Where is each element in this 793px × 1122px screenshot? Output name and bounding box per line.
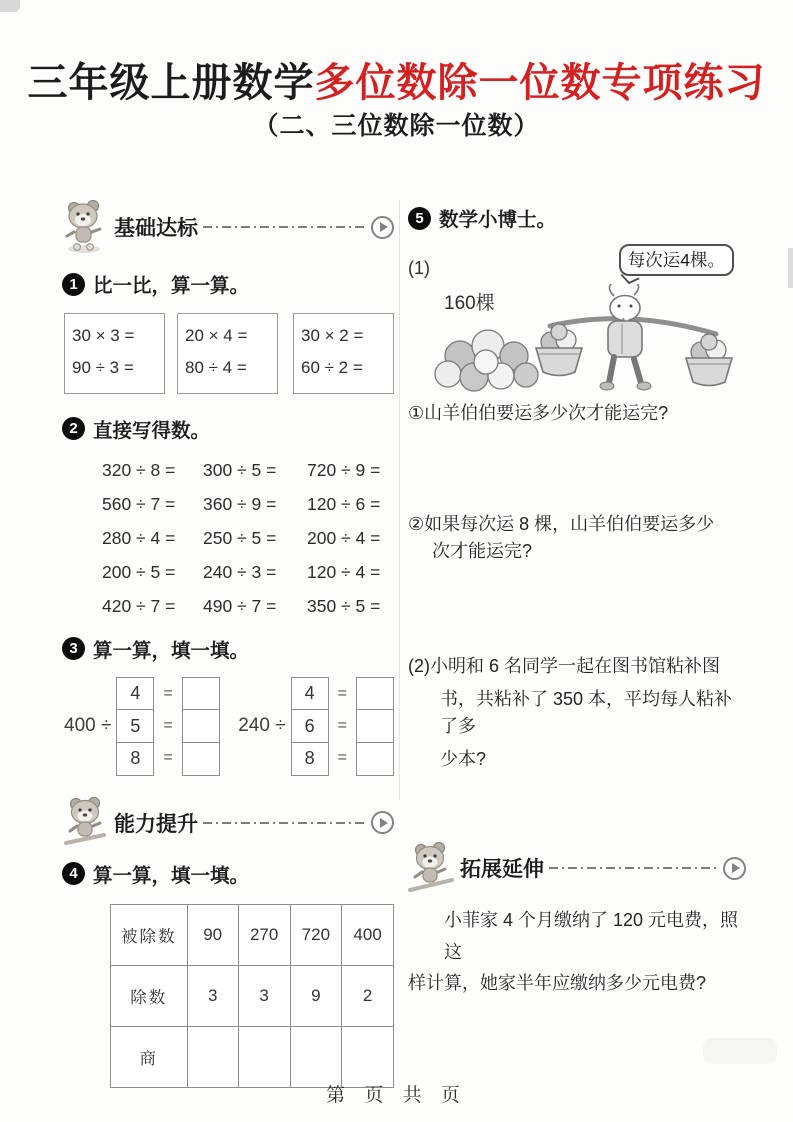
- page-footer: 第 页 共 页: [326, 1085, 467, 1106]
- divisor-column: [116, 677, 154, 776]
- divisor-cell: 4: [116, 677, 154, 711]
- exercise-4-number: 4: [62, 862, 85, 885]
- equals-column: [329, 678, 356, 774]
- section-ability-label: 能力提升: [114, 812, 198, 836]
- left-column: [62, 196, 394, 1088]
- problem: 200 ÷ 4 =: [307, 527, 381, 548]
- problem: 20 × 4 =: [185, 326, 248, 345]
- answer-column: [182, 677, 220, 776]
- exercise-2-number: 2: [62, 417, 85, 440]
- row-header: 除数: [111, 965, 188, 1026]
- dividend-label: 240 ÷: [238, 715, 286, 737]
- problem: 320 ÷ 8 =: [102, 459, 176, 480]
- answer-cell: [290, 1026, 342, 1087]
- table-row: [111, 904, 394, 965]
- part-2-line1: (2)小明和 6 名同学一起在图书馆粘补图: [408, 656, 721, 676]
- table-cell: 720: [290, 904, 342, 965]
- problem: 720 ÷ 9 =: [307, 459, 381, 480]
- divisor-cell: 8: [291, 742, 329, 776]
- section-extend-label: 拓展延伸: [460, 858, 544, 881]
- problem: 200 ÷ 5 =: [102, 561, 176, 582]
- table-row: [111, 965, 394, 1026]
- problem: 30 × 2 =: [301, 326, 364, 345]
- exercise-4-title: 算一算，填一填。: [93, 864, 250, 887]
- part-2-line3: 少本?: [440, 749, 487, 769]
- equals-column: [154, 678, 181, 774]
- exercise-5-number: 5: [408, 207, 431, 230]
- answer-cell: [182, 742, 220, 776]
- part-2-problem: [408, 653, 746, 773]
- extend-problem: [408, 905, 746, 1000]
- answer-cell: [356, 709, 394, 743]
- question-2-line1: ②如果每次运 8 棵，山羊伯伯要运多少: [408, 514, 715, 534]
- problem: 240 ÷ 3 =: [203, 561, 277, 582]
- bear-mascot-icon: [62, 795, 110, 851]
- dash-line: [203, 822, 366, 824]
- dash-line: [203, 226, 366, 228]
- play-icon: [371, 216, 394, 239]
- answer-cell: [187, 1026, 238, 1087]
- exercise-3-header: [62, 635, 394, 663]
- answer-cell: [182, 709, 220, 743]
- question-2-line2: 次才能运完?: [432, 541, 533, 561]
- equals-sign: =: [163, 749, 173, 767]
- table-cell: 3: [238, 965, 290, 1026]
- problem: 120 ÷ 6 =: [307, 493, 381, 514]
- exercise-1-title: 比一比，算一算。: [93, 275, 250, 297]
- exercise-1-header: [62, 270, 394, 298]
- exercise-3-groups: [64, 677, 394, 776]
- problem: 490 ÷ 7 =: [203, 595, 277, 616]
- equals-sign: =: [163, 717, 173, 735]
- play-icon: [723, 857, 746, 880]
- goat-carrying-baskets-illustration: [408, 284, 738, 396]
- section-basic-header: [62, 196, 394, 258]
- equals-sign: =: [337, 749, 347, 767]
- exercise-1-number: 1: [62, 273, 85, 296]
- division-group: [64, 677, 220, 776]
- exercise-3-number: 3: [62, 637, 85, 660]
- section-basic-label: 基础达标: [114, 217, 198, 240]
- table-cell: 90: [187, 904, 238, 965]
- divisor-column: [291, 677, 329, 776]
- pile-count-label: 160棵: [444, 293, 495, 314]
- problem: 30 × 3 =: [72, 326, 135, 345]
- problem: 90 ÷ 3 =: [72, 358, 134, 378]
- play-icon: [371, 811, 394, 834]
- compare-box: [293, 313, 394, 394]
- dash-line: [549, 867, 718, 869]
- equals-sign: =: [163, 685, 173, 703]
- exercise-2-title: 直接写得数。: [93, 419, 211, 442]
- table-cell: 2: [342, 965, 394, 1026]
- equals-sign: =: [337, 685, 347, 703]
- answer-cell: [356, 742, 394, 776]
- extend-line1: 小菲家 4 个月缴纳了 120 元电费，照这: [444, 910, 739, 962]
- divisor-cell: 8: [116, 742, 154, 776]
- table-cell: 3: [187, 965, 238, 1026]
- page-subtitle: （二、三位数除一位数）: [253, 112, 540, 140]
- answer-cell: [342, 1026, 394, 1087]
- problem: 120 ÷ 4 =: [307, 561, 381, 582]
- part-2-line2: 书，共粘补了 350 本，平均每人粘补了多: [440, 689, 733, 736]
- speech-bubble: 每次运4棵。: [619, 244, 734, 276]
- page-title: [0, 51, 793, 108]
- exercise-2-problems: [102, 459, 394, 617]
- page-title-red: 多位数除一位数专项练习: [314, 60, 766, 105]
- bear-mascot-icon: [62, 199, 110, 255]
- section-extend-header: [408, 837, 746, 899]
- answer-cell: [356, 677, 394, 711]
- scan-artifact: [0, 0, 20, 12]
- problem: 420 ÷ 7 =: [102, 595, 176, 616]
- table-cell: 270: [238, 904, 290, 965]
- page-title-black: 三年级上册数学: [27, 60, 315, 105]
- dividend-label: 400 ÷: [64, 715, 112, 737]
- row-header: 商: [111, 1026, 188, 1087]
- goat-illustration-area: [408, 244, 746, 396]
- table-row: [111, 1026, 394, 1087]
- watermark: [703, 1038, 777, 1064]
- exercise-5-title: 数学小博士。: [439, 209, 557, 231]
- answer-cell: [182, 677, 220, 711]
- divisor-cell: 5: [116, 709, 154, 743]
- equals-sign: =: [337, 717, 347, 735]
- exercise-4-header: [62, 860, 394, 888]
- extend-line2: 样计算，她家半年应缴纳多少元电费?: [408, 973, 707, 993]
- compare-box: [177, 313, 278, 394]
- table-cell: 400: [342, 904, 394, 965]
- exercise-3-title: 算一算，填一填。: [93, 639, 250, 662]
- table-cell: 9: [290, 965, 342, 1026]
- exercise-1-boxes: [64, 313, 394, 394]
- problem: 350 ÷ 5 =: [307, 595, 381, 616]
- scan-artifact: [788, 248, 793, 288]
- row-header: 被除数: [111, 904, 188, 965]
- problem: 300 ÷ 5 =: [203, 459, 277, 480]
- problem: 80 ÷ 4 =: [185, 358, 247, 378]
- answer-column: [356, 677, 394, 776]
- section-ability-header: [62, 792, 394, 854]
- problem: 280 ÷ 4 =: [102, 527, 176, 548]
- problem: 360 ÷ 9 =: [203, 493, 277, 514]
- division-group: [238, 677, 394, 776]
- question-1: ①山羊伯伯要运多少次才能运完?: [408, 403, 669, 423]
- exercise-5-header: [408, 204, 746, 232]
- answer-cell: [238, 1026, 290, 1087]
- compare-box: [64, 313, 165, 394]
- bear-mascot-icon: [408, 840, 456, 896]
- problem: 560 ÷ 7 =: [102, 493, 176, 514]
- exercise-2-header: [62, 415, 394, 443]
- right-column: [408, 196, 746, 1000]
- division-table: [110, 904, 394, 1088]
- divisor-cell: 6: [291, 709, 329, 743]
- problem: 60 ÷ 2 =: [301, 358, 363, 378]
- problem: 250 ÷ 5 =: [203, 527, 277, 548]
- question-2: [408, 511, 746, 565]
- part-1-label: (1): [408, 258, 430, 278]
- divisor-cell: 4: [291, 677, 329, 711]
